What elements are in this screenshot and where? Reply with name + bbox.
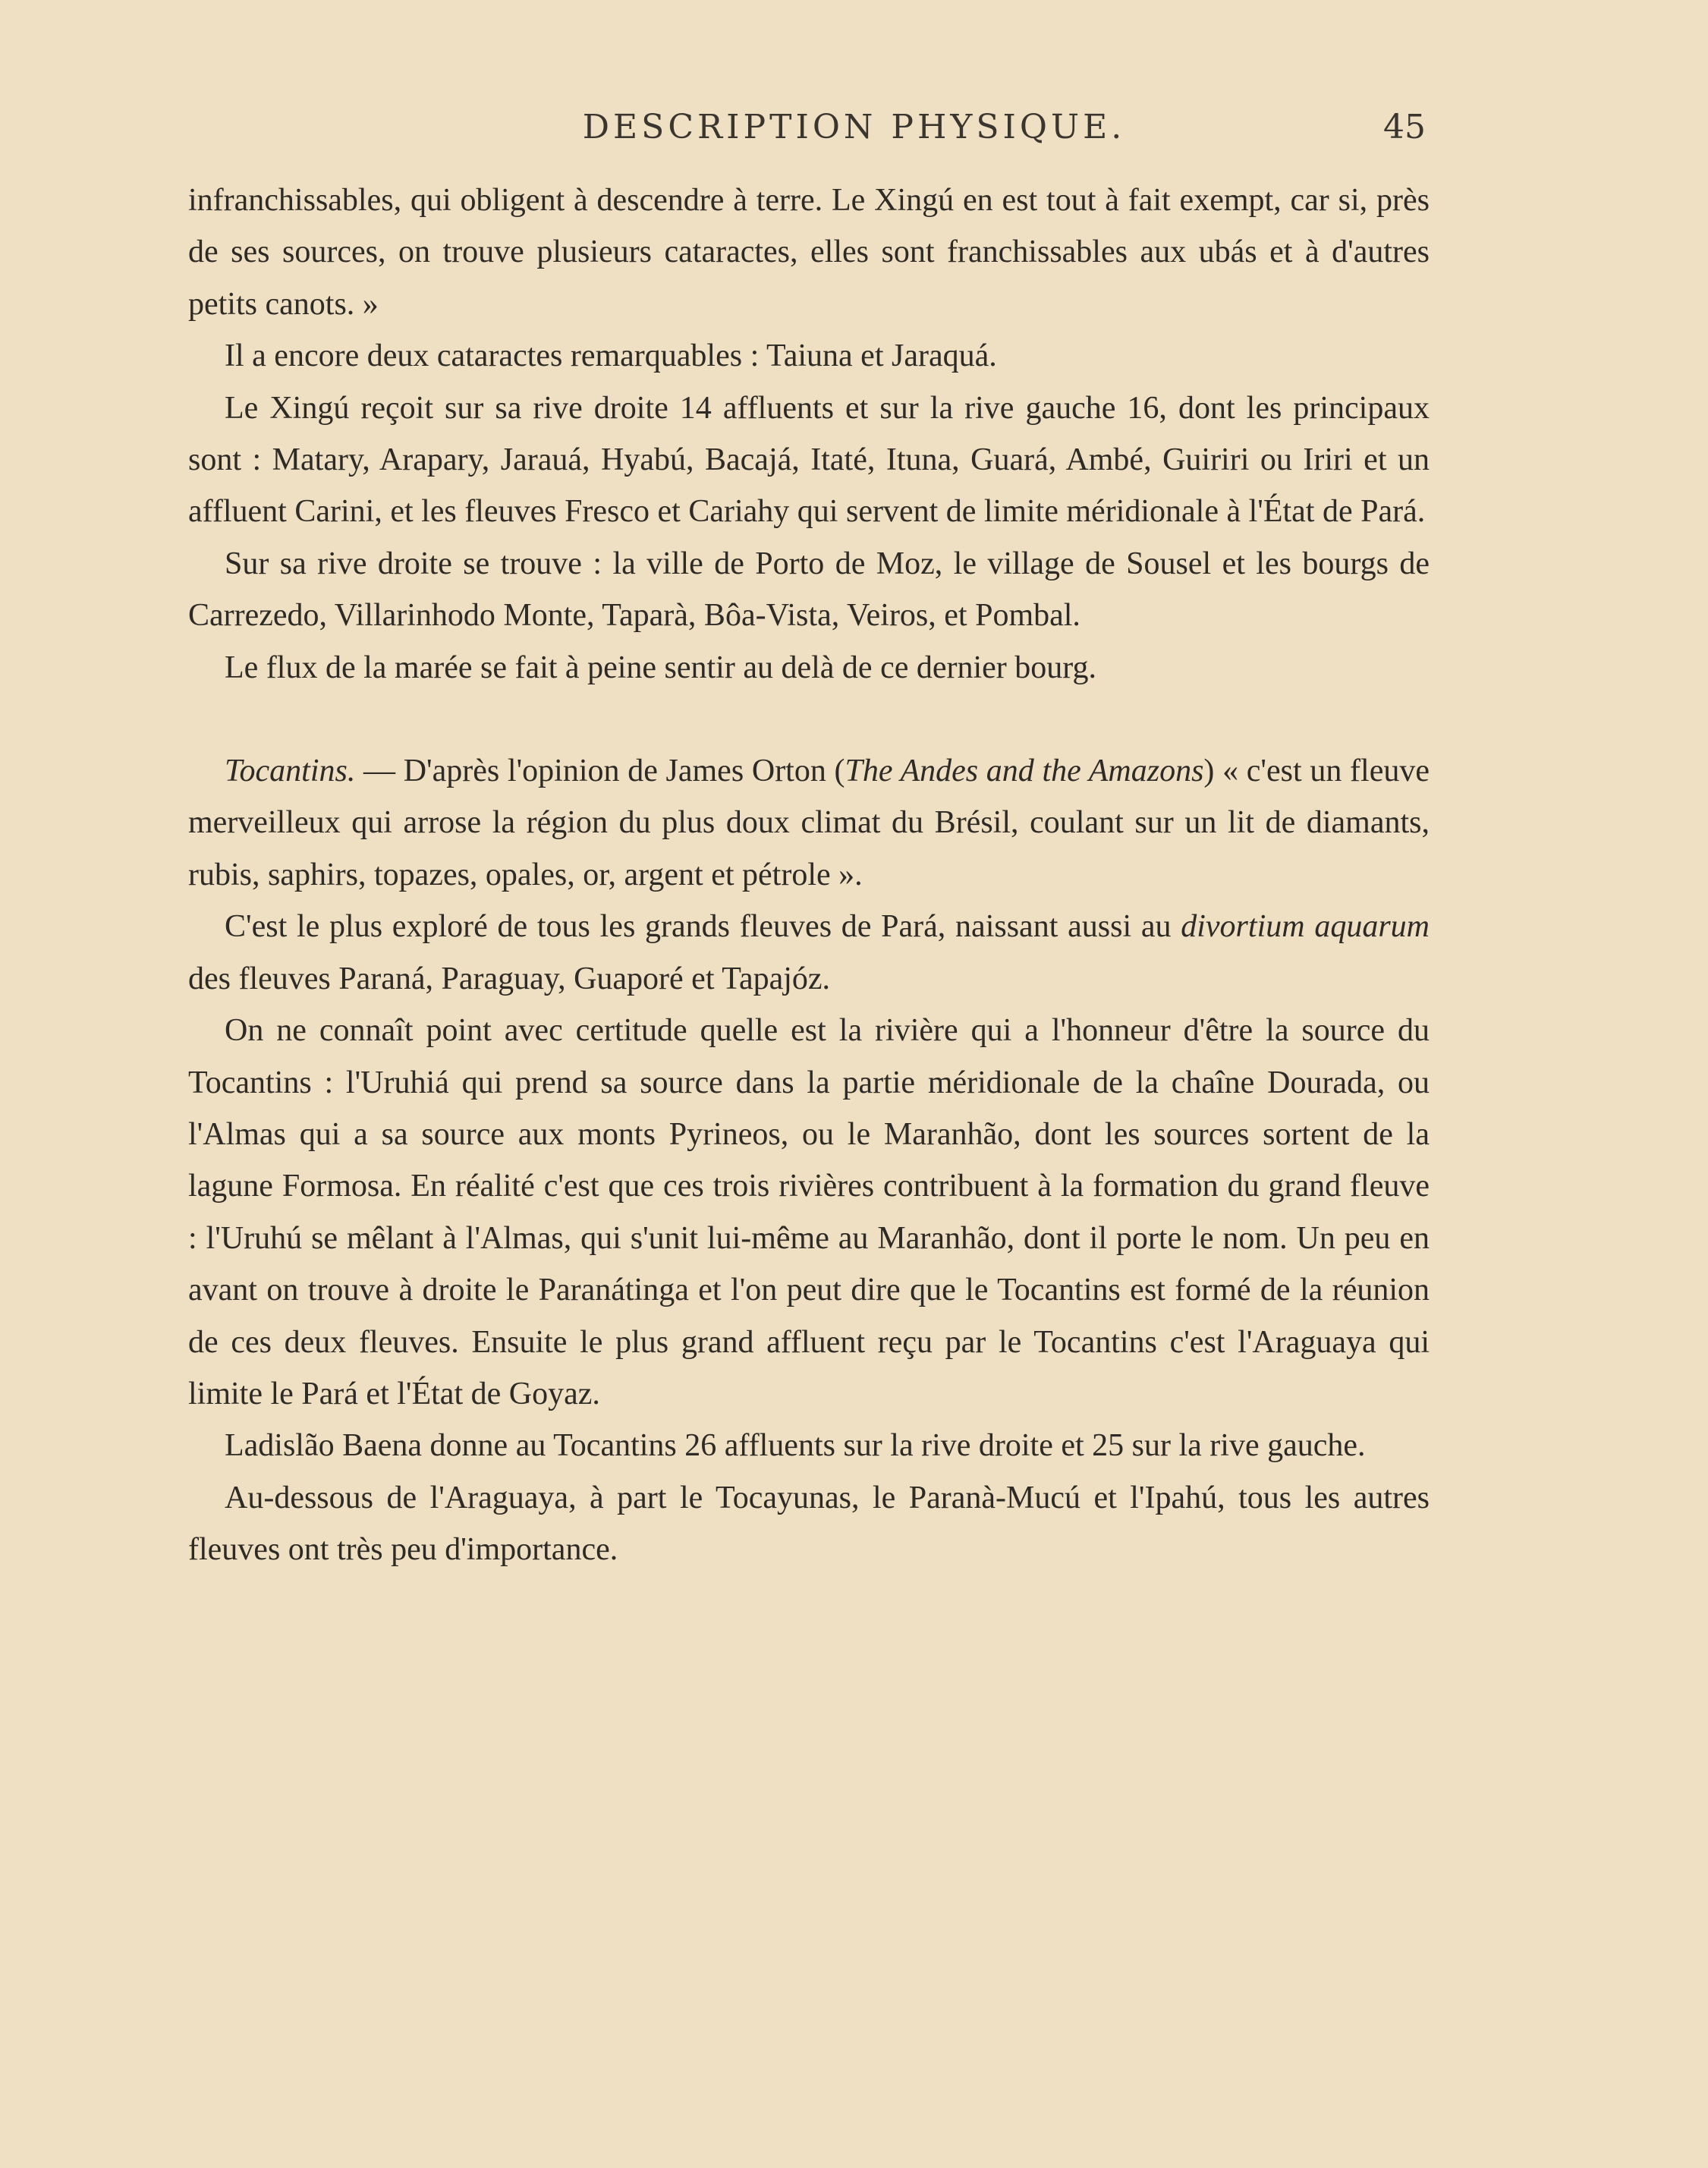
tocantins-lead: — D'après l'opinion de James Orton ( xyxy=(355,754,845,789)
page-number: 45 xyxy=(1383,108,1426,146)
paragraph-xingu-continuation: infranchissables, qui obligent à descendre à terre. Le Xingú en est tout à fait exempt, car si, près de ses sources, on trouve plusieurs cataractes, elles sont franchissables aux ubás et à d'autres petits canots. » xyxy=(188,183,1430,322)
paragraph-tocantins-intro xyxy=(188,745,1430,901)
paragraph-rive-droite: Sur sa rive droite se trouve : la ville de Porto de Moz, le village de Sousel et les bourgs de Carrezedo, Villarinhodo Monte, Taparà, Bôa-Vista, Veiros, et Pombal. xyxy=(188,546,1430,634)
page-header xyxy=(0,108,1708,153)
running-title: DESCRIPTION PHYSIQUE. xyxy=(582,108,1126,146)
paragraph-cataractes: Il a encore deux cataractes remarquables : Taiuna et Jaraquá. xyxy=(225,338,997,374)
paragraph-source: On ne connaît point avec certitude quelle est la rivière qui a l'honneur d'être la source du Tocantins : l'Uruhiá qui prend sa source dans la partie méridionale de la chaîne Dourada, ou l'Almas qui a sa source aux monts Pyrineos, ou le Maranhão, dont les sources sortent de la lagune Formosa. En réalité c'est que ces trois rivières contribuent à la formation du grand fleuve : l'Uruhú se mêlant à l'Almas, qui s'unit lui-même au Maranhão, dont il porte le nom. Un peu en avant on trouve à droite le Paranátinga et l'on peut dire que le Tocantins est formé de la réunion de ces deux fleuves. Ensuite le plus grand affluent reçu par le Tocantins c'est l'Araguaya qui limite le Pará et l'État de Goyaz. xyxy=(188,1013,1430,1411)
paragraph-araguaya: Au-dessous de l'Araguaya, à part le Tocayunas, le Paranà-Mucú et l'Ipahú, tous les autres fleuves ont très peu d'importance. xyxy=(188,1480,1430,1568)
body-text xyxy=(188,175,1430,1576)
paragraph-maree: Le flux de la marée se fait à peine sentir au delà de ce dernier bourg. xyxy=(225,650,1097,685)
section-gap xyxy=(188,694,1430,745)
latin-term: divortium aquarum xyxy=(1181,909,1430,945)
explore-lead: C'est le plus exploré de tous les grands fleuves de Pará, naissant aussi au xyxy=(225,909,1181,945)
paragraph-explore xyxy=(188,901,1430,1005)
book-title: The Andes and the Amazons xyxy=(845,754,1204,789)
explore-tail: des fleuves Paraná, Paraguay, Guaporé et Tapajóz. xyxy=(188,961,831,996)
section-heading-tocantins: Tocantins. xyxy=(225,754,356,789)
paragraph-affluents: Le Xingú reçoit sur sa rive droite 14 affluents et sur la rive gauche 16, dont les principaux sont : Matary, Arapary, Jarauá, Hyabú, Bacajá, Itaté, Ituna, Guará, Ambé, Guiriri ou Iriri et un affluent Carini, et les fleuves Fresco et Cariahy qui servent de limite méridionale à l'État de Pará. xyxy=(188,390,1430,530)
paragraph-baena: Ladislão Baena donne au Tocantins 26 affluents sur la rive droite et 25 sur la rive gauche. xyxy=(225,1428,1366,1464)
tocantins-quote: ) « c'est un fleuve merveilleux qui arrose la région du plus doux climat du Brésil, coulant sur un lit de diamants, rubis, saphirs, topazes, opales, or, argent et pétrole ». xyxy=(188,754,1430,892)
